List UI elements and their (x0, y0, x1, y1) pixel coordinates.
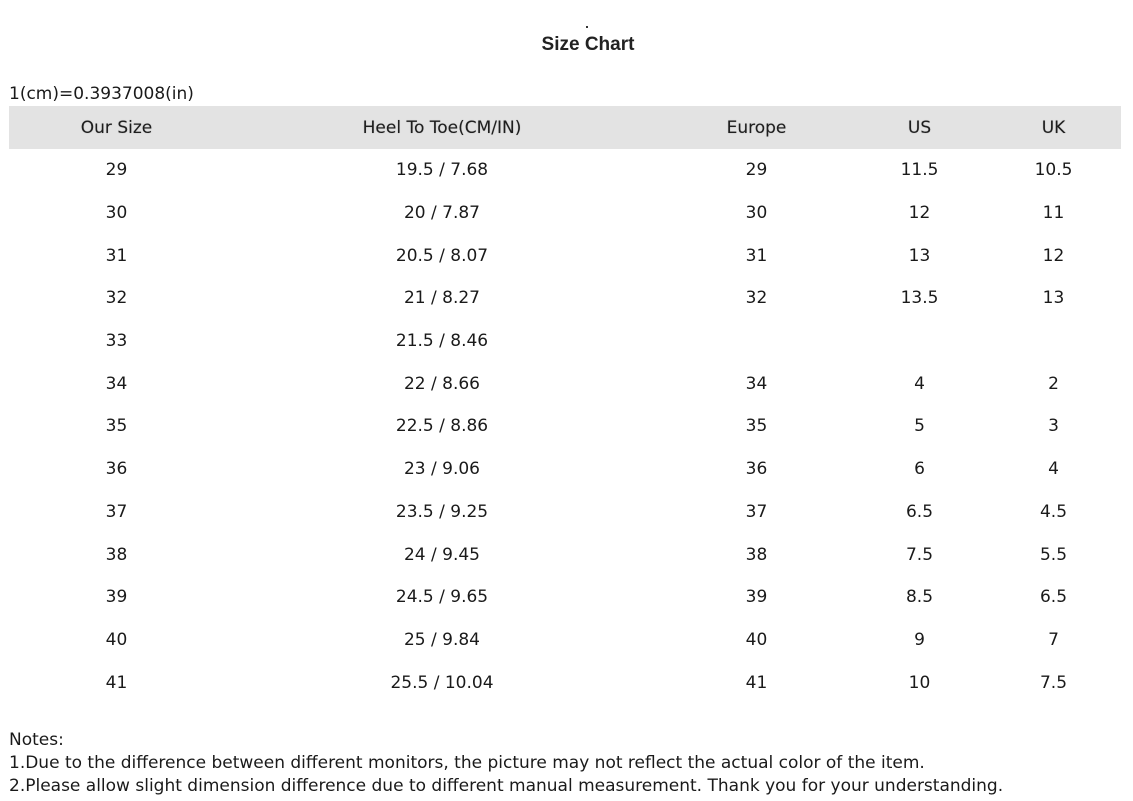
cell-heel-to-toe: 20.5 / 8.07 (395, 245, 489, 266)
cell-heel-to-toe: 24.5 / 9.65 (395, 587, 489, 608)
header-uk: UK (986, 106, 1121, 149)
cell-us: 11.5 (900, 160, 939, 181)
cell-europe: 41 (745, 672, 768, 693)
cell-heel-to-toe: 22.5 / 8.86 (395, 416, 489, 437)
cell-heel-to-toe: 22 / 8.66 (403, 373, 481, 394)
table-row (9, 149, 1121, 192)
cell-heel-to-toe: 23 / 9.06 (403, 459, 481, 480)
cell-us: 7.5 (905, 544, 934, 565)
cell-us: 6 (914, 459, 925, 480)
header-europe: Europe (660, 106, 853, 149)
cell-europe: 29 (745, 160, 768, 181)
table-row (9, 234, 1121, 277)
note-item: 1.Due to the difference between different monitors, the picture may not reflect the actual color of the item. (9, 753, 925, 773)
cell-our-size: 36 (105, 459, 128, 480)
cell-europe: 32 (745, 288, 768, 309)
cell-europe: 40 (745, 629, 768, 650)
cell-uk: 4.5 (1039, 501, 1068, 522)
cell-uk: 12 (1042, 245, 1065, 266)
cell-uk: 6.5 (1039, 587, 1068, 608)
cell-europe: 34 (745, 373, 768, 394)
cell-heel-to-toe: 19.5 / 7.68 (395, 160, 489, 181)
cell-europe: 38 (745, 544, 768, 565)
cell-our-size: 29 (105, 160, 128, 181)
header-our-size: Our Size (9, 106, 224, 149)
unit-conversion-note: 1(cm)=0.3937008(in) (9, 84, 194, 104)
cell-europe: 36 (745, 459, 768, 480)
cell-uk: 7 (1048, 629, 1059, 650)
cell-uk: 11 (1042, 203, 1065, 224)
cell-heel-to-toe: 24 / 9.45 (403, 544, 481, 565)
cell-heel-to-toe: 23.5 / 9.25 (395, 501, 489, 522)
decorative-dot (586, 26, 588, 28)
cell-uk (986, 320, 1121, 363)
table-row (9, 277, 1121, 320)
cell-europe: 37 (745, 501, 768, 522)
table-row (9, 661, 1121, 704)
cell-europe: 39 (745, 587, 768, 608)
table-row (9, 576, 1121, 619)
cell-us: 8.5 (905, 587, 934, 608)
cell-our-size: 39 (105, 587, 128, 608)
cell-europe (660, 320, 853, 363)
cell-our-size: 41 (105, 672, 128, 693)
cell-us: 13.5 (900, 288, 939, 309)
cell-us (853, 320, 986, 363)
cell-us: 9 (914, 629, 925, 650)
cell-our-size: 33 (105, 331, 128, 352)
cell-uk: 2 (1048, 373, 1059, 394)
cell-heel-to-toe: 25.5 / 10.04 (390, 672, 494, 693)
size-table (9, 106, 1121, 704)
cell-uk: 7.5 (1039, 672, 1068, 693)
cell-heel-to-toe: 25 / 9.84 (403, 629, 481, 650)
cell-heel-to-toe: 21.5 / 8.46 (395, 331, 489, 352)
notes-section (9, 729, 1003, 798)
table-row (9, 491, 1121, 534)
cell-our-size: 31 (105, 245, 128, 266)
table-row (9, 320, 1121, 363)
table-header-row (9, 106, 1121, 149)
header-us: US (853, 106, 986, 149)
cell-uk: 10.5 (1034, 160, 1073, 181)
note-item: 2.Please allow slight dimension difference due to different manual measurement. Thank you for your understanding. (9, 776, 1004, 796)
cell-us: 13 (908, 245, 931, 266)
notes-heading: Notes: (9, 730, 64, 750)
cell-us: 12 (908, 203, 931, 224)
table-row (9, 533, 1121, 576)
table-row (9, 448, 1121, 491)
cell-europe: 35 (745, 416, 768, 437)
table-row (9, 619, 1121, 662)
cell-our-size: 37 (105, 501, 128, 522)
cell-europe: 31 (745, 245, 768, 266)
cell-uk: 3 (1048, 416, 1059, 437)
cell-our-size: 32 (105, 288, 128, 309)
table-row (9, 362, 1121, 405)
cell-uk: 13 (1042, 288, 1065, 309)
table-row (9, 405, 1121, 448)
page-title: Size Chart (541, 34, 635, 55)
cell-us: 5 (914, 416, 925, 437)
cell-uk: 4 (1048, 459, 1059, 480)
cell-us: 4 (914, 373, 925, 394)
cell-our-size: 35 (105, 416, 128, 437)
cell-our-size: 34 (105, 373, 128, 394)
cell-heel-to-toe: 21 / 8.27 (403, 288, 481, 309)
cell-our-size: 40 (105, 629, 128, 650)
cell-us: 10 (908, 672, 931, 693)
cell-uk: 5.5 (1039, 544, 1068, 565)
header-heel-to-toe: Heel To Toe(CM/IN) (224, 106, 660, 149)
cell-heel-to-toe: 20 / 7.87 (403, 203, 481, 224)
cell-our-size: 30 (105, 203, 128, 224)
table-row (9, 192, 1121, 235)
cell-our-size: 38 (105, 544, 128, 565)
cell-us: 6.5 (905, 501, 934, 522)
cell-europe: 30 (745, 203, 768, 224)
